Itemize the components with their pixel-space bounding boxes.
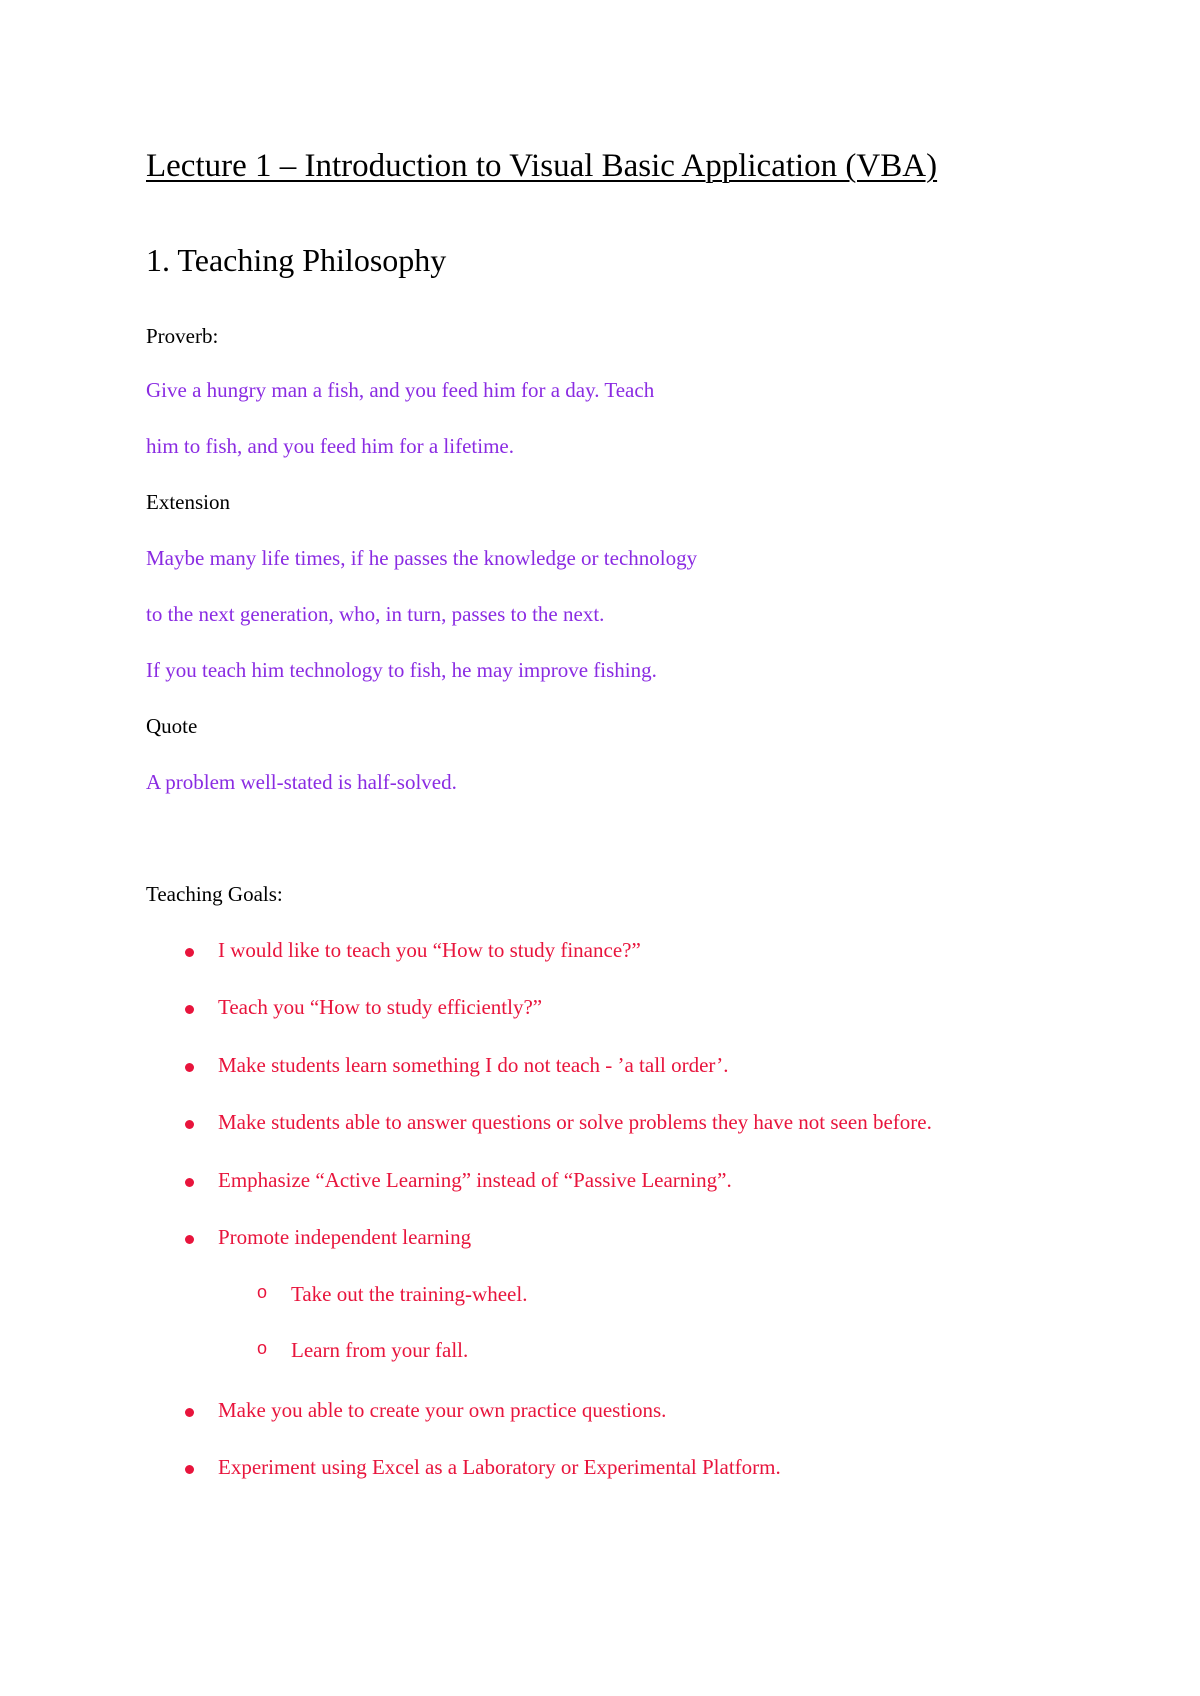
extension-line: If you teach him technology to fish, he may improve fishing. bbox=[146, 658, 657, 682]
bullet-dot bbox=[185, 948, 194, 957]
bullet-dot bbox=[185, 1235, 194, 1244]
bullet-dot bbox=[185, 1063, 194, 1072]
bullet-dot bbox=[185, 1408, 194, 1417]
goal-sub-item: Learn from your fall. bbox=[291, 1338, 469, 1362]
goal-item: Experiment using Excel as a Laboratory or Experimental Platform. bbox=[218, 1455, 781, 1479]
sub-bullet-marker: o bbox=[257, 1282, 268, 1302]
extension-line: to the next generation, who, in turn, passes to the next. bbox=[146, 602, 605, 626]
bullet-dot bbox=[185, 1120, 194, 1129]
goal-sub-item: Take out the training-wheel. bbox=[291, 1282, 528, 1306]
goal-item: Teach you “How to study efficiently?” bbox=[218, 995, 543, 1019]
bullet-dot bbox=[185, 1178, 194, 1187]
goal-item: Promote independent learning bbox=[218, 1225, 472, 1249]
bullet-dot bbox=[185, 1465, 194, 1474]
goal-item: Emphasize “Active Learning” instead of “Passive Learning”. bbox=[218, 1168, 732, 1192]
extension-label: Extension bbox=[146, 490, 230, 514]
sub-bullet-marker: o bbox=[257, 1338, 268, 1358]
quote-line: A problem well-stated is half-solved. bbox=[146, 770, 457, 794]
document-title: Lecture 1 – Introduction to Visual Basic Application (VBA) bbox=[146, 148, 938, 184]
proverb-line: Give a hungry man a fish, and you feed him for a day. Teach bbox=[146, 378, 655, 402]
teaching-goals-label: Teaching Goals: bbox=[146, 882, 283, 906]
goal-item: Make students able to answer questions or solve problems they have not seen before. bbox=[218, 1110, 932, 1134]
quote-label: Quote bbox=[146, 714, 198, 738]
goal-item: Make you able to create your own practice questions. bbox=[218, 1398, 667, 1422]
goal-item: Make students learn something I do not teach - ’a tall order’. bbox=[218, 1053, 729, 1077]
extension-line: Maybe many life times, if he passes the knowledge or technology bbox=[146, 546, 698, 570]
section-heading: 1. Teaching Philosophy bbox=[146, 242, 447, 278]
proverb-label: Proverb: bbox=[146, 324, 219, 348]
goal-item: I would like to teach you “How to study finance?” bbox=[218, 938, 641, 962]
proverb-line: him to fish, and you feed him for a lifetime. bbox=[146, 434, 514, 458]
bullet-dot bbox=[185, 1005, 194, 1014]
